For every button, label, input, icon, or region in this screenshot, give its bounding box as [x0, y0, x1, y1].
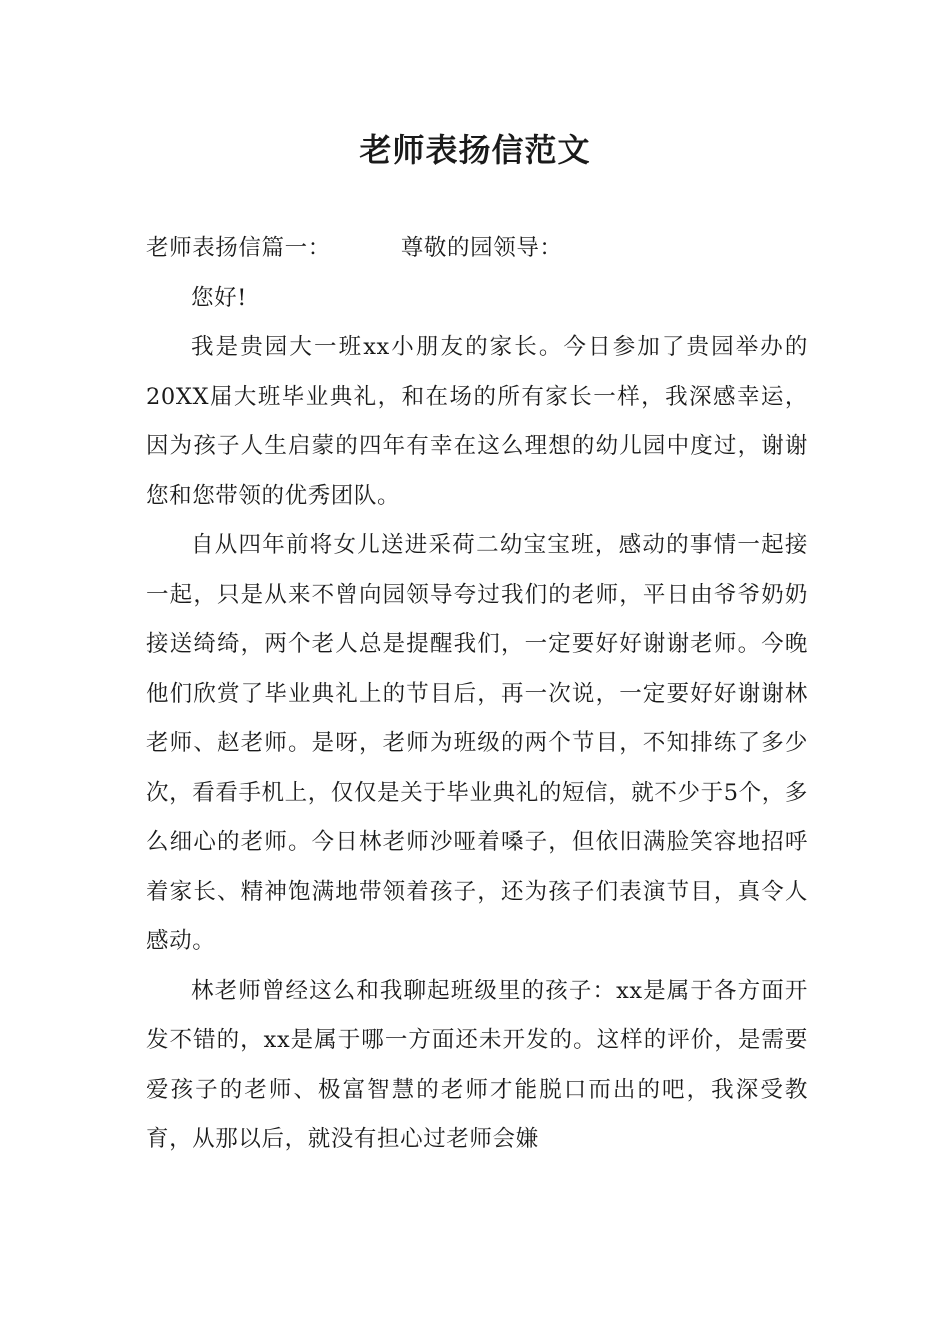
paragraph-3: 林老师曾经这么和我聊起班级里的孩子：xx是属于各方面开发不错的，xx是属于哪一方面还未开发的。这样的评价，是需要爱孩子的老师、极富智慧的老师才能脱口而出的吧，我深受教育，从那以后，就没有担心过老师会嫌: [146, 977, 808, 1152]
document-title: 老师表扬信范文: [359, 131, 591, 169]
salutation: 尊敬的园领导：: [400, 235, 563, 261]
paragraph-2: 自从四年前将女儿送进采荷二幼宝宝班，感动的事情一起接一起，只是从来不曾向园领导夸过我们的老师，平日由爷爷奶奶接送绮绮，两个老人总是提醒我们，一定要好好谢谢老师。今晚他们欣赏了毕业典礼上的节目后，再一次说，一定要好好谢谢林老师、赵老师。是呀，老师为班级的两个节目，不知排练了多少次，看看手机上，仅仅是关于毕业典礼的短信，就不少于5个，多么细心的老师。今日林老师沙哑着嗓子，但依旧满脸笑容地招呼着家长、精神饱满地带领着孩子，还为孩子们表演节目，真令人感动。: [146, 532, 808, 954]
section-heading: 老师表扬信篇一：: [146, 235, 331, 261]
paragraph-1: 我是贵园大一班xx小朋友的家长。今日参加了贵园举办的20XX届大班毕业典礼，和在场的所有家长一样，我深感幸运，因为孩子人生启蒙的四年有幸在这么理想的幼儿园中度过，谢谢您和您带领的优秀团队。: [146, 334, 808, 509]
document-body: [146, 224, 808, 1165]
greeting: 您好!: [191, 284, 247, 311]
heading-line: [146, 224, 808, 274]
